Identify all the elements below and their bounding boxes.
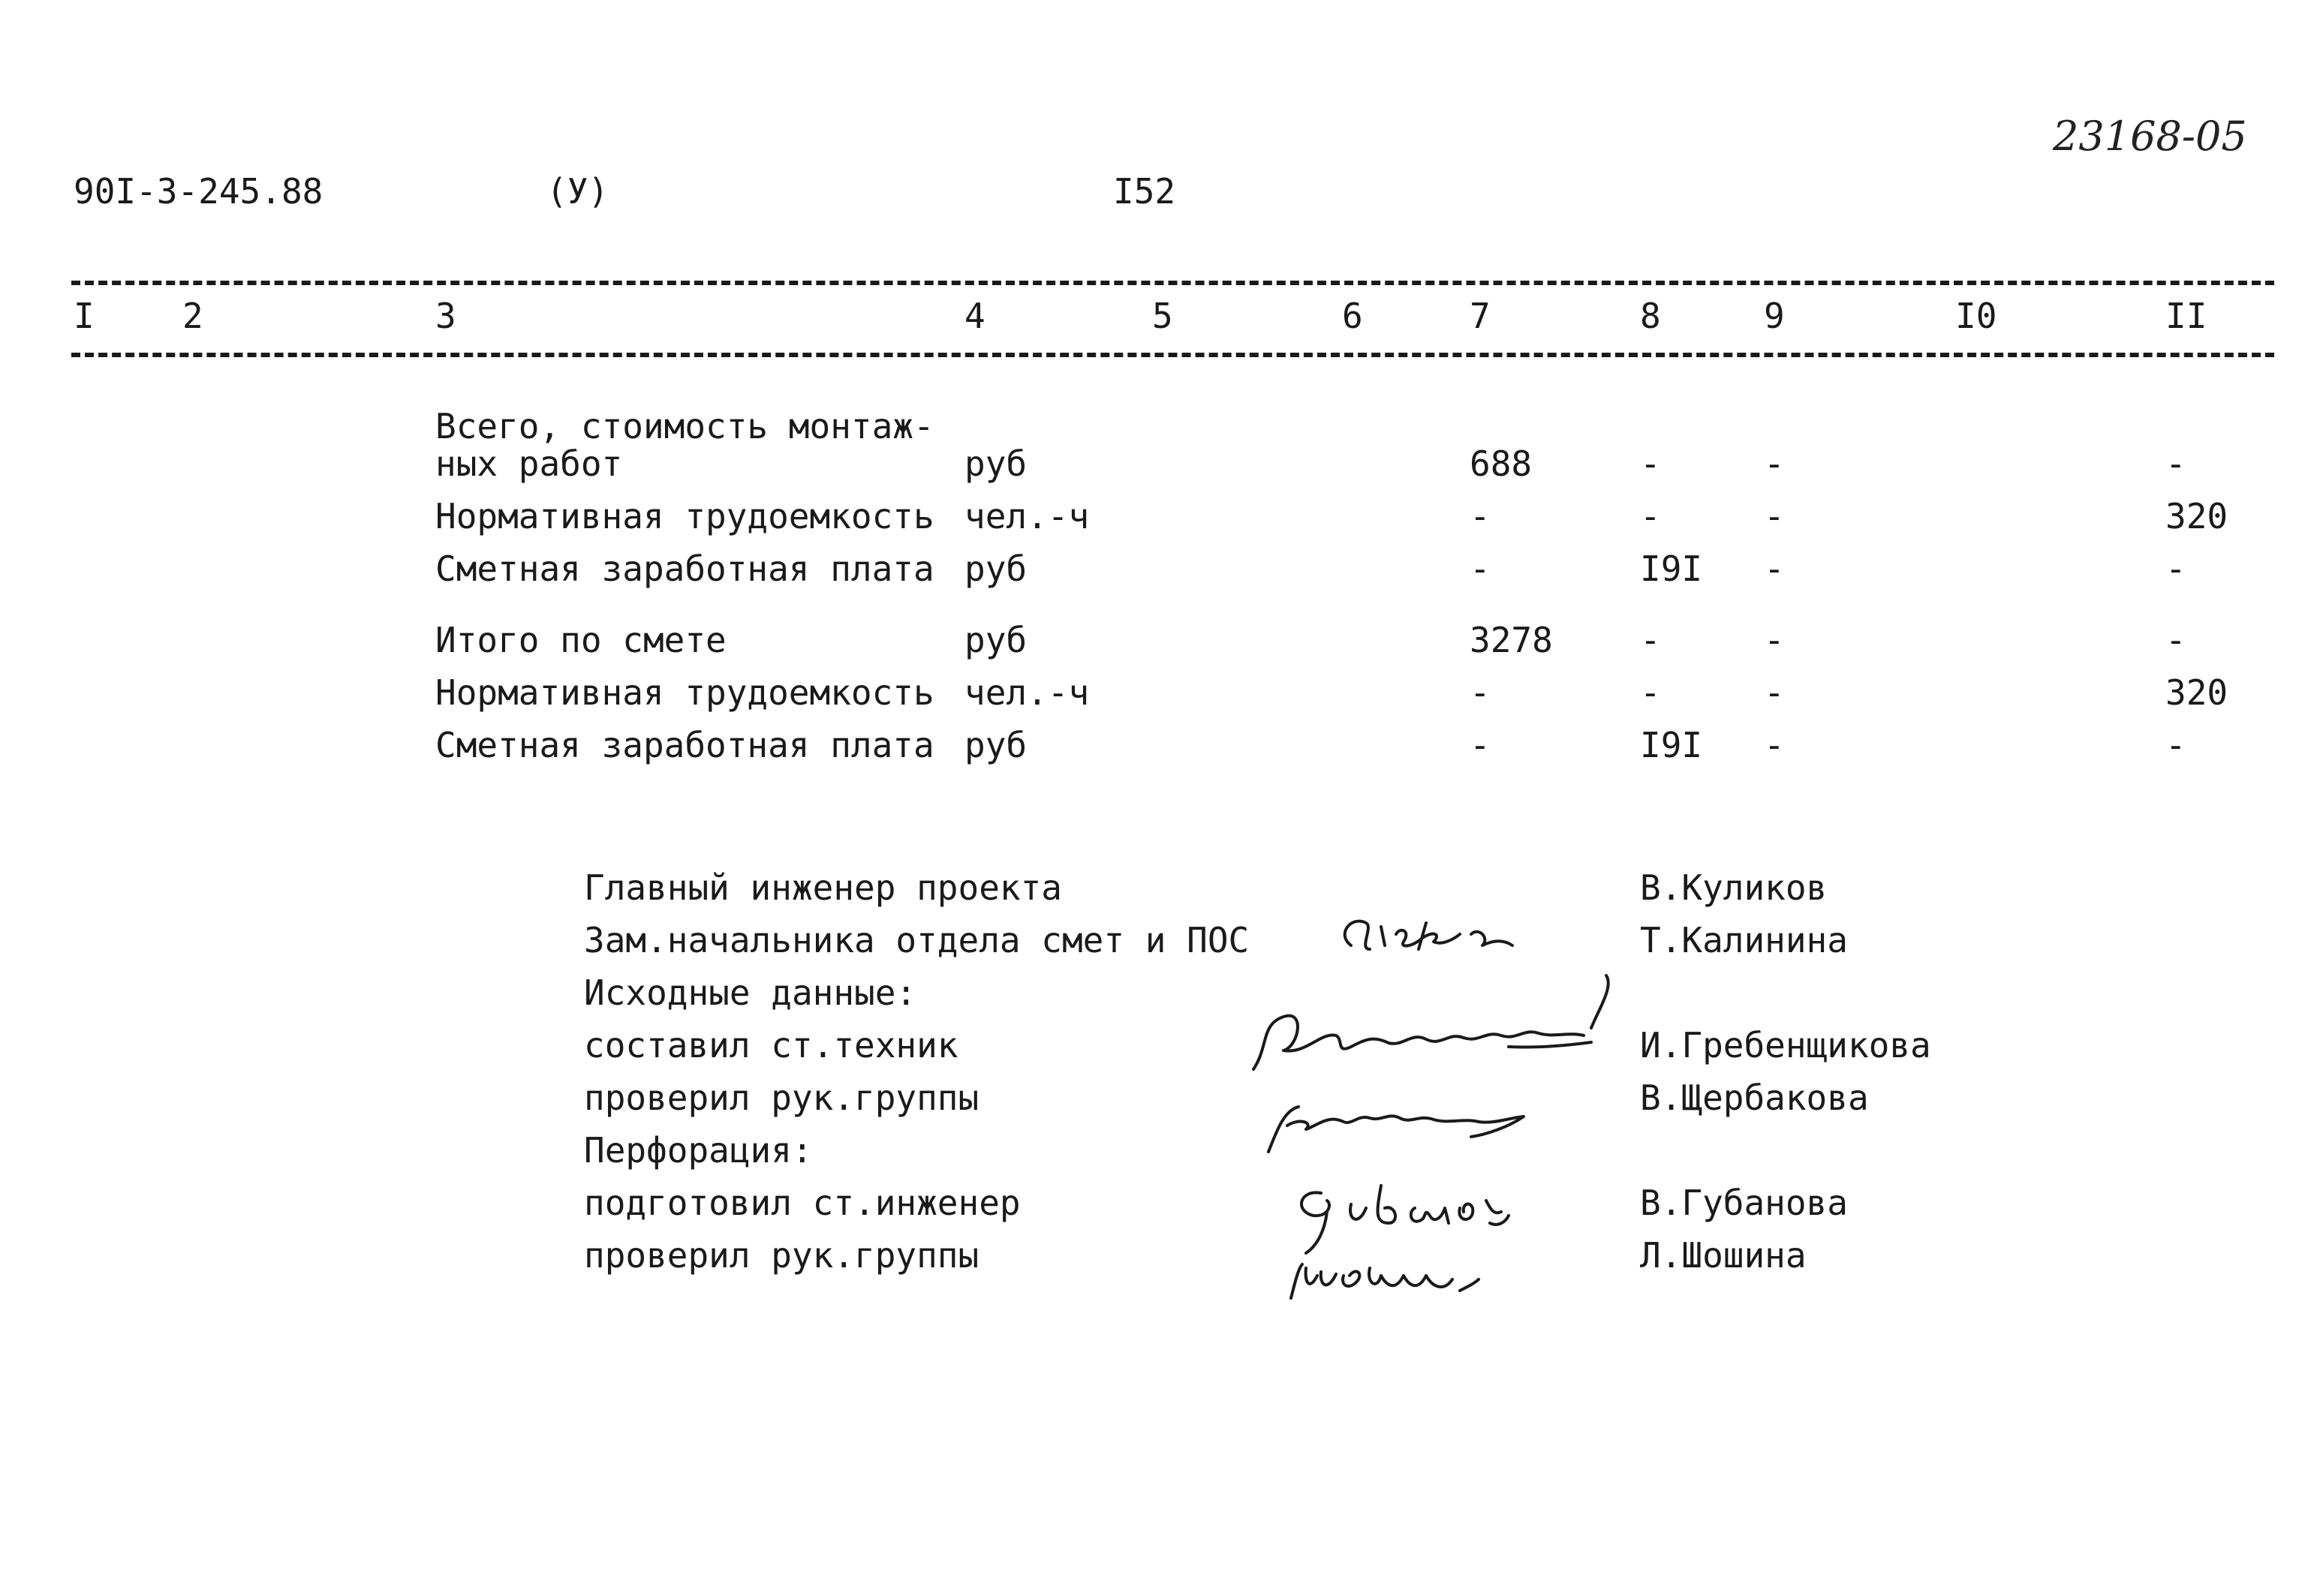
row-name: Всего, стоимость монтаж- bbox=[435, 406, 934, 446]
row-col8: - bbox=[1640, 496, 1661, 537]
row-unit: чел.-ч bbox=[964, 496, 1090, 537]
row-col8: - bbox=[1640, 620, 1661, 660]
column-header: I0 bbox=[1955, 296, 1997, 336]
row-unit: руб bbox=[964, 443, 1028, 484]
column-header: 5 bbox=[1152, 296, 1173, 336]
row-col11: 320 bbox=[2165, 672, 2228, 713]
column-header: 2 bbox=[182, 296, 203, 336]
signature-role: Главный инженер проекта bbox=[584, 867, 1062, 908]
row-col9: - bbox=[1764, 443, 1785, 484]
divider-bottom bbox=[71, 353, 2274, 357]
signature-section-label: Перфорация: bbox=[584, 1130, 813, 1171]
row-name: ных работ bbox=[435, 443, 623, 484]
row-name: Нормативная трудоемкость bbox=[435, 672, 934, 713]
row-col9: - bbox=[1764, 672, 1785, 713]
row-unit: чел.-ч bbox=[964, 672, 1090, 713]
row-name: Сметная заработная плата bbox=[435, 549, 934, 589]
column-header: 9 bbox=[1764, 296, 1785, 336]
doc-mark: (У) bbox=[546, 171, 609, 212]
row-unit: руб bbox=[964, 725, 1028, 765]
signature-person: В.Щербакова bbox=[1640, 1078, 1869, 1118]
row-col11: - bbox=[2165, 549, 2186, 589]
signature-person: Л.Шошина bbox=[1640, 1235, 1807, 1276]
signature-section-label: Исходные данные: bbox=[584, 972, 917, 1013]
row-col9: - bbox=[1764, 549, 1785, 589]
signature-role: составил ст.техник bbox=[584, 1025, 958, 1066]
row-col9: - bbox=[1764, 496, 1785, 537]
column-header: 7 bbox=[1470, 296, 1491, 336]
handwritten-signature bbox=[1329, 904, 1554, 964]
handwritten-signature bbox=[1253, 1081, 1554, 1163]
divider-top bbox=[71, 281, 2274, 285]
signature-role: проверил рук.группы bbox=[584, 1235, 979, 1276]
column-header: 8 bbox=[1640, 296, 1661, 336]
row-col11: - bbox=[2165, 443, 2186, 484]
row-name: Нормативная трудоемкость bbox=[435, 496, 934, 537]
column-header: II bbox=[2165, 296, 2207, 336]
column-header: I bbox=[74, 296, 95, 336]
row-col7: 3278 bbox=[1470, 620, 1553, 660]
row-col9: - bbox=[1764, 725, 1785, 765]
row-col7: - bbox=[1470, 672, 1491, 713]
row-col7: - bbox=[1470, 496, 1491, 537]
row-col7: 688 bbox=[1470, 443, 1533, 484]
row-col11: 320 bbox=[2165, 496, 2228, 537]
doc-code: 90I-3-245.88 bbox=[74, 171, 323, 212]
column-header: 3 bbox=[435, 296, 456, 336]
row-col7: - bbox=[1470, 549, 1491, 589]
row-unit: руб bbox=[964, 549, 1028, 589]
row-col7: - bbox=[1470, 725, 1491, 765]
signature-person: Т.Калинина bbox=[1640, 920, 1848, 960]
row-name: Сметная заработная плата bbox=[435, 725, 934, 765]
page-number: I52 bbox=[1113, 171, 1176, 212]
signature-role: подготовил ст.инженер bbox=[584, 1183, 1021, 1223]
row-col11: - bbox=[2165, 620, 2186, 660]
stamp-number: 23168-05 bbox=[2053, 113, 2247, 160]
handwritten-signature bbox=[1238, 964, 1629, 1084]
signature-role: проверил рук.группы bbox=[584, 1078, 979, 1118]
column-header: 4 bbox=[964, 296, 985, 336]
row-col11: - bbox=[2165, 725, 2186, 765]
row-col8: I9I bbox=[1640, 549, 1703, 589]
signature-person: В.Куликов bbox=[1640, 867, 1828, 908]
handwritten-signature bbox=[1276, 1178, 1561, 1306]
row-name: Итого по смете bbox=[435, 620, 727, 660]
signature-role: Зам.начальника отдела смет и ПОС bbox=[584, 920, 1250, 960]
row-col8: - bbox=[1640, 672, 1661, 713]
signature-person: В.Губанова bbox=[1640, 1183, 1848, 1223]
row-col8: I9I bbox=[1640, 725, 1703, 765]
column-header: 6 bbox=[1342, 296, 1363, 336]
row-col8: - bbox=[1640, 443, 1661, 484]
row-unit: руб bbox=[964, 620, 1028, 660]
row-col9: - bbox=[1764, 620, 1785, 660]
signature-person: И.Гребенщикова bbox=[1640, 1025, 1931, 1066]
